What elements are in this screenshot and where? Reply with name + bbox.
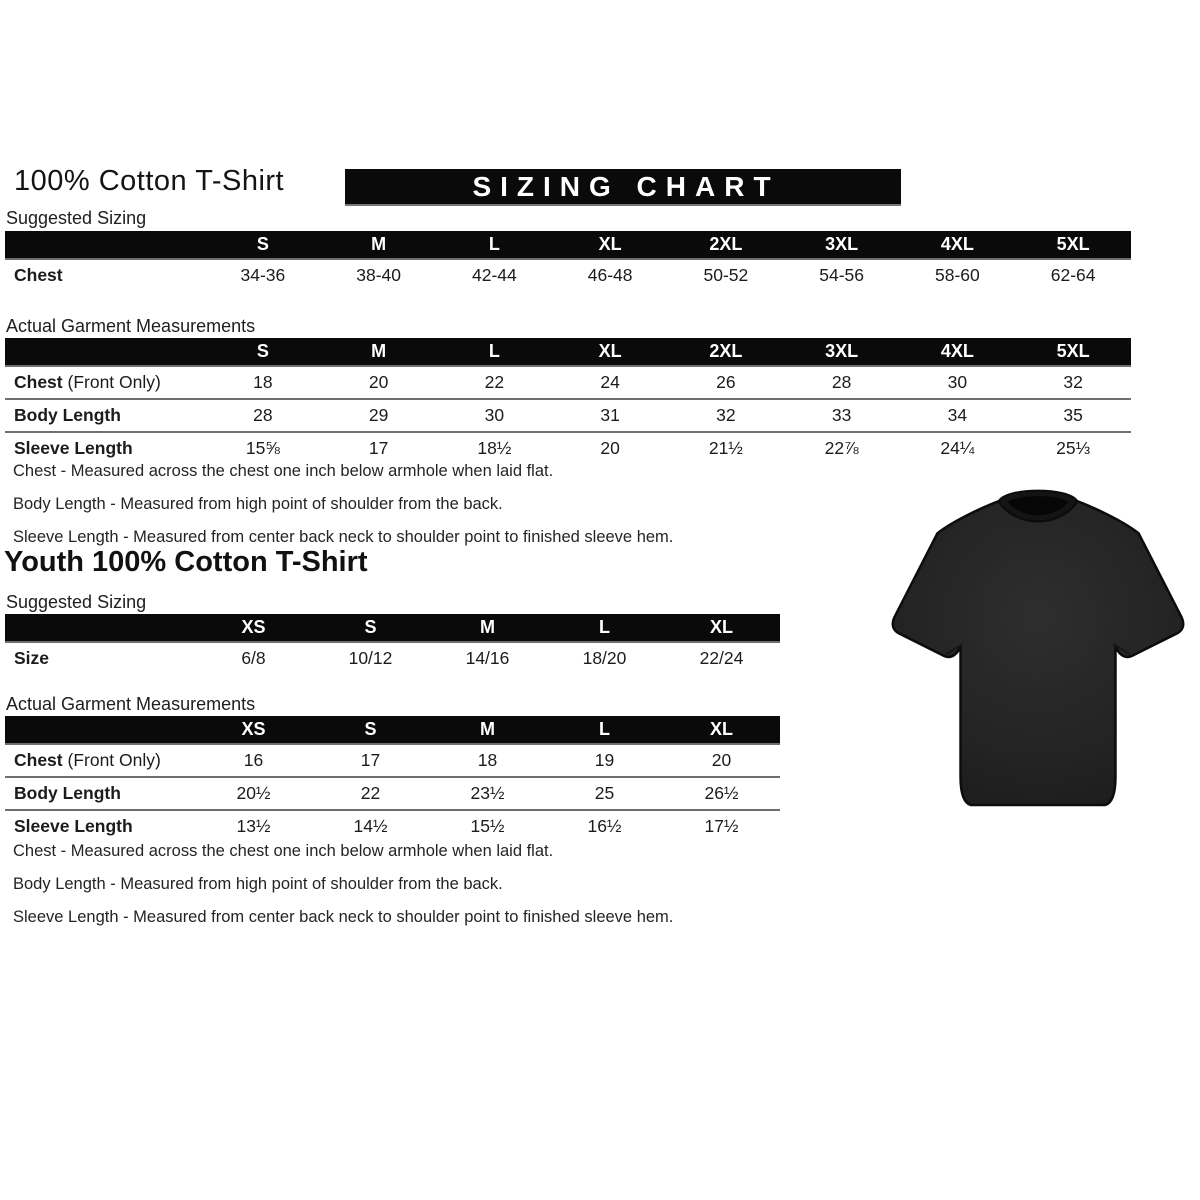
adult-measurement-notes (13, 455, 673, 554)
measurement-value: 34 (947, 405, 968, 425)
row-label: Sleeve Length (14, 438, 133, 458)
size-column-header: S (312, 614, 429, 642)
size-column-header: M (321, 338, 437, 366)
measurement-value: 35 (1063, 405, 1083, 425)
table-row (5, 642, 780, 674)
size-column-header: S (312, 716, 429, 744)
row-label: Chest (Front Only) (14, 750, 161, 770)
adult-suggested-sizing-table (5, 231, 1131, 291)
measurement-value: 58-60 (934, 265, 980, 285)
measurement-value: 10/12 (348, 648, 393, 668)
table-corner-cell (5, 338, 205, 366)
size-column-header: 5XL (1015, 338, 1131, 366)
size-column-header: S (205, 338, 321, 366)
measurement-value: 18 (253, 372, 273, 392)
note-line: Chest - Measured across the chest one inch below armhole when laid flat. (13, 842, 554, 860)
note-line: Sleeve Length - Measured from center back neck to shoulder point to finished sleeve hem. (13, 528, 674, 546)
table-corner-cell (5, 231, 205, 259)
measurement-value: 23½ (470, 783, 505, 803)
size-column-header: L (546, 614, 663, 642)
size-column-header: M (321, 231, 437, 259)
tshirt-illustration (882, 477, 1194, 809)
row-label: Chest (14, 265, 63, 285)
measurement-value: 25⅓ (1056, 438, 1091, 458)
size-column-header: XL (552, 338, 668, 366)
youth-suggested-sizing-label: Suggested Sizing (6, 592, 147, 612)
measurement-value: 18½ (477, 438, 512, 458)
table-corner-cell (5, 614, 195, 642)
measurement-value: 24 (600, 372, 620, 392)
measurement-value: 25 (594, 783, 615, 803)
table-row (5, 777, 780, 810)
measurement-value: 50-52 (703, 265, 749, 285)
measurement-value: 20 (711, 750, 732, 770)
tshirt-body (893, 501, 1183, 805)
row-label: Chest (Front Only) (14, 372, 161, 392)
size-column-header: S (205, 231, 321, 259)
size-column-header: L (437, 338, 553, 366)
adult-actual-measurements-table (5, 338, 1131, 464)
measurement-value: 18 (477, 750, 498, 770)
measurement-value: 15½ (470, 816, 505, 836)
note-line: Body Length - Measured from high point of shoulder from the back. (13, 875, 503, 893)
measurement-value: 13½ (236, 816, 271, 836)
measurement-value: 54-56 (819, 265, 864, 285)
youth-section-title: Youth 100% Cotton T-Shirt (4, 546, 368, 578)
measurement-value: 32 (1063, 372, 1083, 392)
adult-suggested-sizing-label: Suggested Sizing (6, 208, 147, 228)
measurement-value: 20 (600, 438, 620, 458)
measurement-value: 22 (360, 783, 381, 803)
table-row (5, 259, 1131, 291)
size-column-header: 2XL (668, 338, 784, 366)
size-column-header: M (429, 614, 546, 642)
note-line: Body Length - Measured from high point of shoulder from the back. (13, 495, 503, 513)
measurement-value: 18/20 (582, 648, 627, 668)
measurement-value: 14/16 (465, 648, 510, 668)
measurement-value: 28 (253, 405, 273, 425)
measurement-value: 28 (831, 372, 852, 392)
measurement-value: 33 (831, 405, 852, 425)
tshirt-product-photo (882, 477, 1194, 809)
measurement-value: 24¼ (940, 438, 975, 458)
measurement-value: 26 (716, 372, 736, 392)
size-column-header: L (546, 716, 663, 744)
measurement-value: 31 (600, 405, 620, 425)
sizing-chart-banner: SIZING CHART (345, 169, 901, 206)
measurement-value: 22⅞ (824, 438, 859, 458)
measurement-value: 16½ (587, 816, 622, 836)
size-column-header: L (437, 231, 553, 259)
measurement-value: 21½ (708, 438, 743, 458)
youth-suggested-sizing-table (5, 614, 780, 674)
size-column-header: 3XL (784, 338, 900, 366)
row-label: Sleeve Length (14, 816, 133, 836)
measurement-value: 6/8 (241, 648, 266, 668)
table-row (5, 366, 1131, 399)
measurement-value: 17 (360, 750, 381, 770)
note-line: Chest - Measured across the chest one inch below armhole when laid flat. (13, 462, 554, 480)
size-column-header: 2XL (668, 231, 784, 259)
size-column-header: XL (552, 231, 668, 259)
measurement-value: 22/24 (699, 648, 744, 668)
row-label: Body Length (14, 405, 121, 425)
table-row (5, 399, 1131, 432)
size-column-header: XS (195, 614, 312, 642)
youth-measurement-notes (13, 835, 673, 934)
table-row (5, 744, 780, 777)
measurement-value: 29 (368, 405, 389, 425)
measurement-value: 14½ (353, 816, 388, 836)
note-line: Sleeve Length - Measured from center back neck to shoulder point to finished sleeve hem. (13, 908, 674, 926)
measurement-value: 17 (368, 438, 389, 458)
measurement-value: 15⅝ (245, 438, 280, 458)
measurement-value: 62-64 (1050, 265, 1096, 285)
measurement-value: 17½ (704, 816, 739, 836)
size-column-header: XL (663, 614, 780, 642)
size-column-header: XL (663, 716, 780, 744)
measurement-value: 34-36 (240, 265, 286, 285)
row-label: Body Length (14, 783, 121, 803)
size-column-header: 4XL (900, 231, 1016, 259)
measurement-value: 16 (243, 750, 264, 770)
measurement-value: 30 (947, 372, 968, 392)
measurement-value: 42-44 (471, 265, 517, 285)
youth-actual-measurements-label: Actual Garment Measurements (6, 694, 256, 714)
youth-actual-measurements-table (5, 716, 780, 842)
measurement-value: 20½ (236, 783, 271, 803)
measurement-value: 46-48 (587, 265, 633, 285)
measurement-value: 22 (484, 372, 505, 392)
size-column-header: 3XL (784, 231, 900, 259)
size-column-header: 4XL (900, 338, 1016, 366)
row-label: Size (14, 648, 50, 668)
measurement-value: 30 (484, 405, 505, 425)
adult-actual-measurements-label: Actual Garment Measurements (6, 316, 256, 336)
size-column-header: XS (195, 716, 312, 744)
size-column-header: 5XL (1015, 231, 1131, 259)
measurement-value: 19 (594, 750, 615, 770)
table-corner-cell (5, 716, 195, 744)
measurement-value: 26½ (704, 783, 739, 803)
size-column-header: M (429, 716, 546, 744)
measurement-value: 38-40 (356, 265, 401, 285)
measurement-value: 32 (716, 405, 736, 425)
measurement-value: 20 (368, 372, 389, 392)
adult-section-title: 100% Cotton T-Shirt (14, 165, 285, 197)
